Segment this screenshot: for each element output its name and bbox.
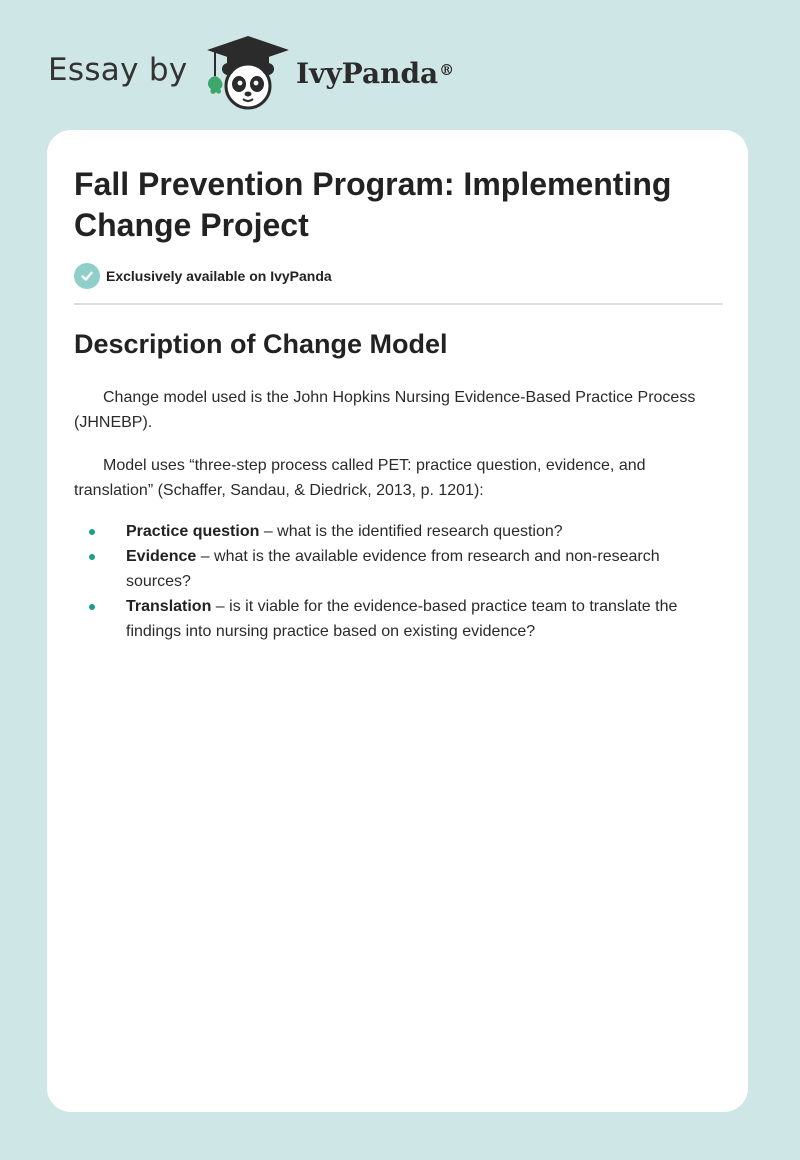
registered-mark: ® bbox=[439, 61, 455, 79]
section-heading: Description of Change Model bbox=[74, 329, 448, 359]
bullet-dot bbox=[89, 604, 95, 610]
paragraph: Change model used is the John Hopkins Nursing Evidence-Based Practice Process (JHNEBP). bbox=[74, 389, 696, 431]
essay-by-label: Essay by bbox=[48, 52, 188, 88]
paragraph: Model uses “three-step process called PET: practice question, evidence, and translation” (Schaffer, Sandau, & Diedrick, 2013, p. 1201): bbox=[74, 457, 646, 499]
bullet-list bbox=[74, 519, 724, 644]
bullet-term: Translation bbox=[126, 598, 212, 615]
exclusive-label: Exclusively available on IvyPanda bbox=[106, 268, 332, 284]
panda-graduate-icon bbox=[203, 34, 293, 110]
bullet-text: – is it viable for the evidence-based practice team to translate the findings into nursing practice based on existing evidence? bbox=[126, 598, 678, 640]
list-item bbox=[74, 544, 724, 594]
brand-name bbox=[296, 56, 454, 92]
bullet-term: Evidence bbox=[126, 548, 197, 565]
bullet-term: Practice question bbox=[126, 523, 260, 540]
bullet-dot bbox=[89, 554, 95, 560]
bullet-text: – what is the identified research question? bbox=[259, 523, 563, 540]
site-header bbox=[48, 34, 548, 114]
divider bbox=[74, 303, 723, 305]
brand-name-text: IvyPanda bbox=[296, 57, 439, 90]
list-item bbox=[74, 519, 724, 544]
essay-card bbox=[47, 130, 748, 1112]
check-circle-icon bbox=[74, 263, 100, 289]
exclusive-badge bbox=[74, 263, 332, 289]
list-item bbox=[74, 594, 724, 644]
bullet-dot bbox=[89, 529, 95, 535]
bullet-text: – what is the available evidence from research and non-research sources? bbox=[126, 548, 660, 590]
page-title: Fall Prevention Program: Implementing Change Project bbox=[74, 166, 672, 243]
